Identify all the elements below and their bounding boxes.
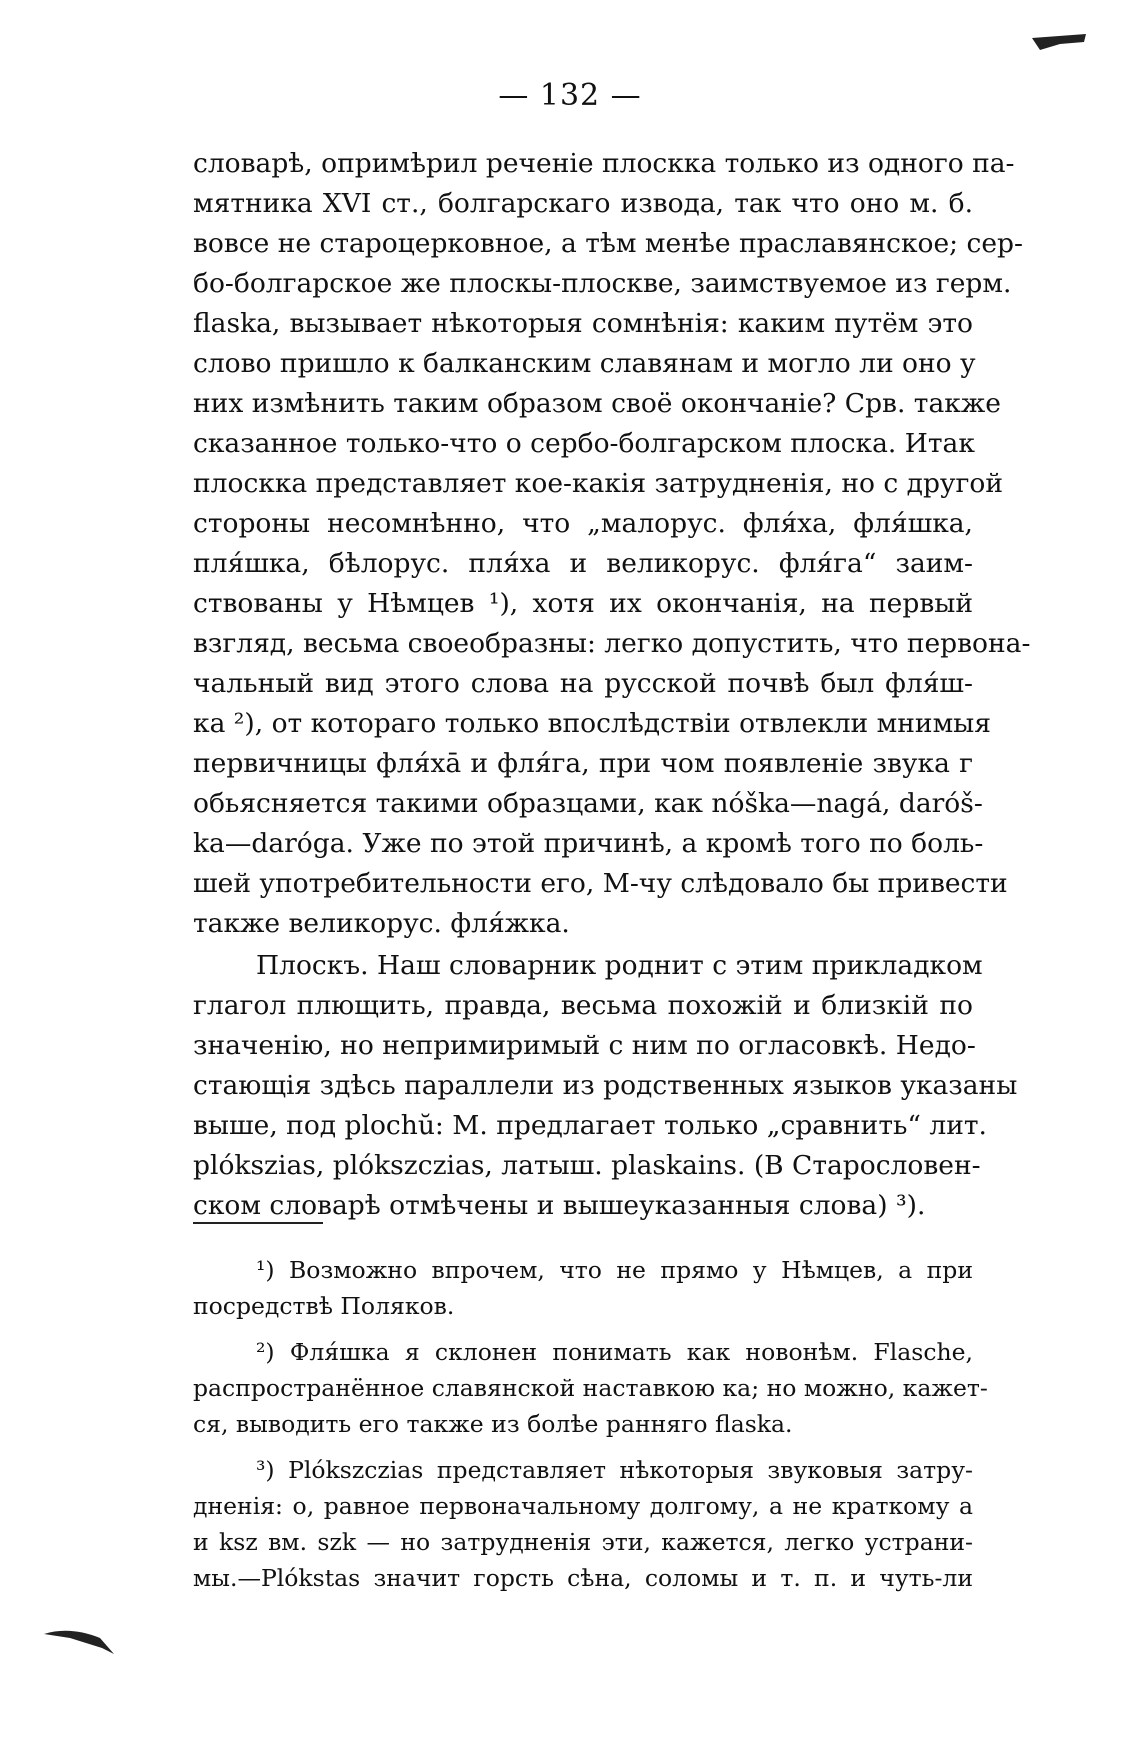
- page-number: — 132 —: [498, 78, 642, 113]
- footnote-line: ³) Plókszczias представляет нѣкоторыя звуковыя затру-: [256, 1456, 973, 1484]
- text-line: пля́шка, бѣлорус. пля́ха и великорус. фля́га“ заим-: [193, 548, 973, 579]
- text-line: выше, под plochŭ: М. предлагает только „сравнить“ лит.: [193, 1110, 987, 1141]
- text-line: flaska, вызывает нѣкоторыя сомнѣнія: каким путём это: [193, 308, 973, 339]
- footnote-line: и ksz вм. szk — но затрудненія эти, кажется, легко устрани-: [193, 1528, 973, 1556]
- text-line: словарѣ, опримѣрил реченіе плоскка только из одного па-: [193, 148, 1015, 179]
- footnote-divider: [193, 1222, 323, 1224]
- text-line: plókszias, plókszczias, латыш. plaskains. (В Старословен-: [193, 1150, 981, 1181]
- paragraph-1: [193, 144, 1031, 944]
- footnote-line: дненія: о, равное первоначальному долгому, а не краткому а: [193, 1492, 973, 1520]
- text-line: ка ²), от котораго только впослѣдствіи отвлекли мнимыя: [193, 708, 991, 739]
- footnotes: [193, 1252, 988, 1606]
- text-line: них измѣнить таким образом своё окончаніе? Срв. также: [193, 388, 1001, 419]
- text-line: сказанное только-что о сербо-болгарском плоска. Итак: [193, 428, 975, 459]
- text-line: значенію, но непримиримый с ним по огласовкѣ. Недо-: [193, 1030, 976, 1061]
- text-line: ka—daróga. Уже по этой причинѣ, а кромѣ того по боль-: [193, 828, 984, 859]
- text-line: ском словарѣ отмѣчены и вышеуказанныя слова) ³).: [193, 1190, 926, 1221]
- footnote-line: ся, выводить его также из болѣе ранняго flaska.: [193, 1410, 793, 1438]
- text-line: стороны несомнѣнно, что „малорус. фля́ха, фля́шка,: [193, 508, 973, 539]
- footnote-line: мы.—Plókstas значит горсть сѣна, соломы и т. п. и чуть-ли: [193, 1564, 973, 1592]
- text-line: первичницы фля́ха̄ и фля́га, при чом появленіе звука г: [193, 748, 973, 779]
- text-line: чальный вид этого слова на русской почвѣ был фля́ш-: [193, 668, 973, 699]
- text-line: Плоскъ. Наш словарник роднит с этим прикладком: [256, 950, 983, 981]
- text-line: стающія здѣсь параллели из родственных языков указаны: [193, 1070, 1018, 1101]
- text-line: глагол плющить, правда, весьма похожій и близкій по: [193, 990, 973, 1021]
- text-line: взгляд, весьма своеобразны: легко допустить, что первона-: [193, 628, 1031, 659]
- text-line: мятника XVI ст., болгарскаго извода, так что оно м. б.: [193, 188, 973, 219]
- text-line: бо-болгарское же плоскы-плоскве, заимствуемое из герм.: [193, 268, 1012, 299]
- scan-mark-top-right: [1030, 28, 1090, 58]
- scan-mark-left: [40, 1620, 120, 1660]
- footnote-line: ²) Фля́шка я склонен понимать как новонѣм. Flasche,: [256, 1338, 973, 1366]
- footnote-line: посредствѣ Поляков.: [193, 1292, 455, 1320]
- footnote-1: [193, 1252, 973, 1324]
- text-line: ствованы у Нѣмцев ¹), хотя их окончанія, на первый: [193, 588, 973, 619]
- main-text: [193, 144, 1031, 1226]
- footnote-2: [193, 1334, 988, 1442]
- paragraph-2: [193, 946, 1018, 1226]
- text-line: вовсе не староцерковное, а тѣм менѣе праславянское; сер-: [193, 228, 1023, 259]
- footnote-line: ¹) Возможно впрочем, что не прямо у Нѣмцев, а при: [256, 1256, 973, 1284]
- text-line: плоскка представляет кое-какія затрудненія, но с другой: [193, 468, 1004, 499]
- text-line: шей употребительности его, М-чу слѣдовало бы привести: [193, 868, 1008, 899]
- footnote-line: распространённое славянской наставкою ка; но можно, кажет-: [193, 1374, 988, 1402]
- footnote-3: [193, 1452, 973, 1596]
- text-line: слово пришло к балканским славянам и могло ли оно у: [193, 348, 976, 379]
- text-line: также великорус. фля́жка.: [193, 908, 570, 939]
- text-line: обьясняется такими образцами, как nóška—nagá, daróš-: [193, 788, 983, 819]
